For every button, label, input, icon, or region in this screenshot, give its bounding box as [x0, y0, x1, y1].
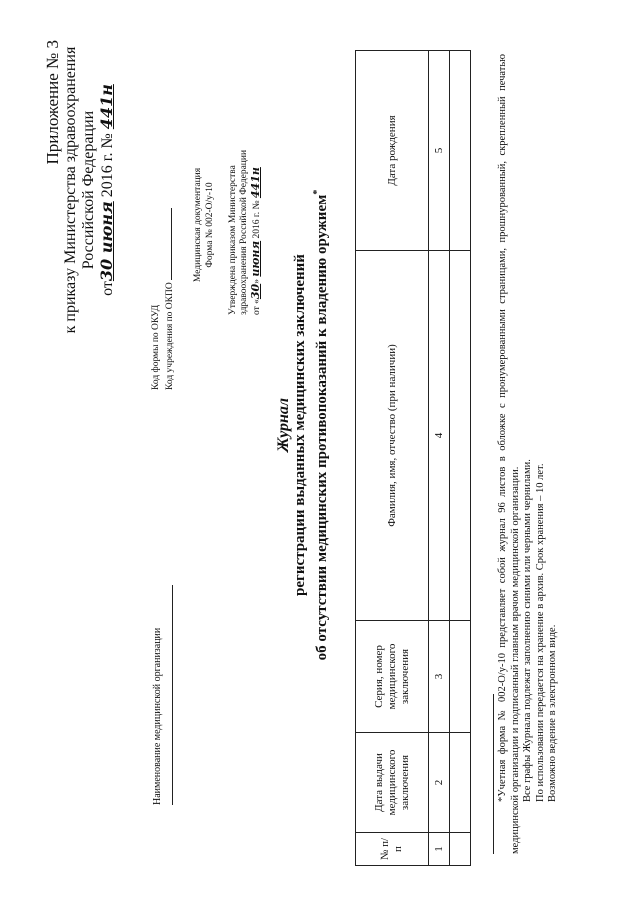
organization-name-label: Наименование медицинской организации — [152, 627, 163, 805]
appendix-date-handwritten: 30 июня — [97, 201, 116, 282]
appendix-date-mid: 2016 г. № — [99, 133, 116, 198]
title-journal: Журнал — [275, 397, 292, 453]
okpo-underline — [162, 208, 172, 280]
approval-prefix: от « — [252, 299, 262, 315]
appendix-order-line: к приказу Министерства здравоохранения — [62, 46, 79, 334]
approval-mid1: » — [252, 279, 262, 284]
footnote-archive: По использовании передается на хранение в архив. Срок хранения – 10 лет. — [534, 463, 546, 802]
column-number-4: 4 — [429, 251, 450, 621]
journal-table — [355, 50, 471, 866]
okud-code-line — [150, 160, 162, 390]
header-birth-date: Дата рождения — [356, 51, 429, 251]
organization-name-line — [172, 585, 173, 805]
approval-date-line — [250, 115, 263, 315]
medical-documentation-block — [192, 150, 216, 300]
okud-label: Код формы по ОКУД — [151, 304, 161, 390]
footnote-separator — [493, 694, 494, 854]
appendix-number: Приложение № 3 — [43, 40, 62, 165]
empty-cell — [450, 51, 471, 251]
header-row-number: № п/п — [356, 833, 429, 866]
approval-line2: здравоохранения Российской Федерации — [239, 149, 249, 315]
appendix-date-line — [98, 40, 117, 340]
title-footnote-mark: * — [312, 189, 323, 195]
title-subject-text: об отсутствии медицинских противопоказаний к владению оружием — [314, 194, 330, 661]
empty-cell — [450, 833, 471, 866]
column-number-5: 5 — [429, 51, 450, 251]
okpo-label: Код учреждения по ОКПО — [165, 282, 175, 390]
approval-line1: Утверждена приказом Министерства — [228, 165, 238, 315]
header-issue-date: Дата выдачи медицинского заключения — [356, 733, 429, 833]
journal-title — [275, 155, 331, 695]
table-empty-row — [450, 51, 471, 866]
empty-cell — [450, 733, 471, 833]
appendix-header — [44, 40, 117, 340]
column-number-2: 2 — [429, 733, 450, 833]
title-registration: регистрации выданных медицинских заключений — [292, 254, 308, 596]
empty-cell — [450, 251, 471, 621]
table-header-row — [356, 51, 429, 866]
footnote-electronic: Возможно ведение в электронном виде. — [547, 624, 558, 802]
header-full-name: Фамилия, имя, отчество (при наличии) — [356, 251, 429, 621]
header-series-number: Серия, номер медицинского заключения — [356, 621, 429, 733]
appendix-country: Российской Федерации — [80, 110, 97, 270]
form-codes — [150, 160, 176, 390]
approval-number-handwritten: 441н — [249, 167, 262, 199]
approval-day-handwritten: 30 — [249, 283, 262, 300]
approval-mid2: 2016 г. № — [252, 200, 262, 239]
footnote-form-description: *Учетная форма № 002-О/у-10 представляет собой журнал 96 листов в обложке с пронумерованными страницами, прошнурованный, скрепленный печатью медицинской организации и подписанный главным врачом медицинской организации. — [497, 54, 521, 854]
column-number-3: 3 — [429, 621, 450, 733]
appendix-number-handwritten: 441н — [97, 84, 116, 130]
appendix-date-prefix: от — [99, 281, 116, 296]
okpo-code-line — [162, 160, 176, 390]
footnote-ink: Все графы Журнала подлежат заполнению синими или черными чернилами. — [522, 459, 533, 802]
empty-cell — [450, 621, 471, 733]
meddoc-line1: Медицинская документация — [193, 167, 203, 283]
footnotes — [497, 54, 560, 854]
table-column-number-row — [429, 51, 450, 866]
approval-month-handwritten: июня — [249, 240, 262, 277]
title-subject — [309, 155, 331, 695]
column-number-1: 1 — [429, 833, 450, 866]
approval-block — [228, 115, 263, 315]
meddoc-form-number: Форма № 002-О/у-10 — [205, 182, 215, 268]
